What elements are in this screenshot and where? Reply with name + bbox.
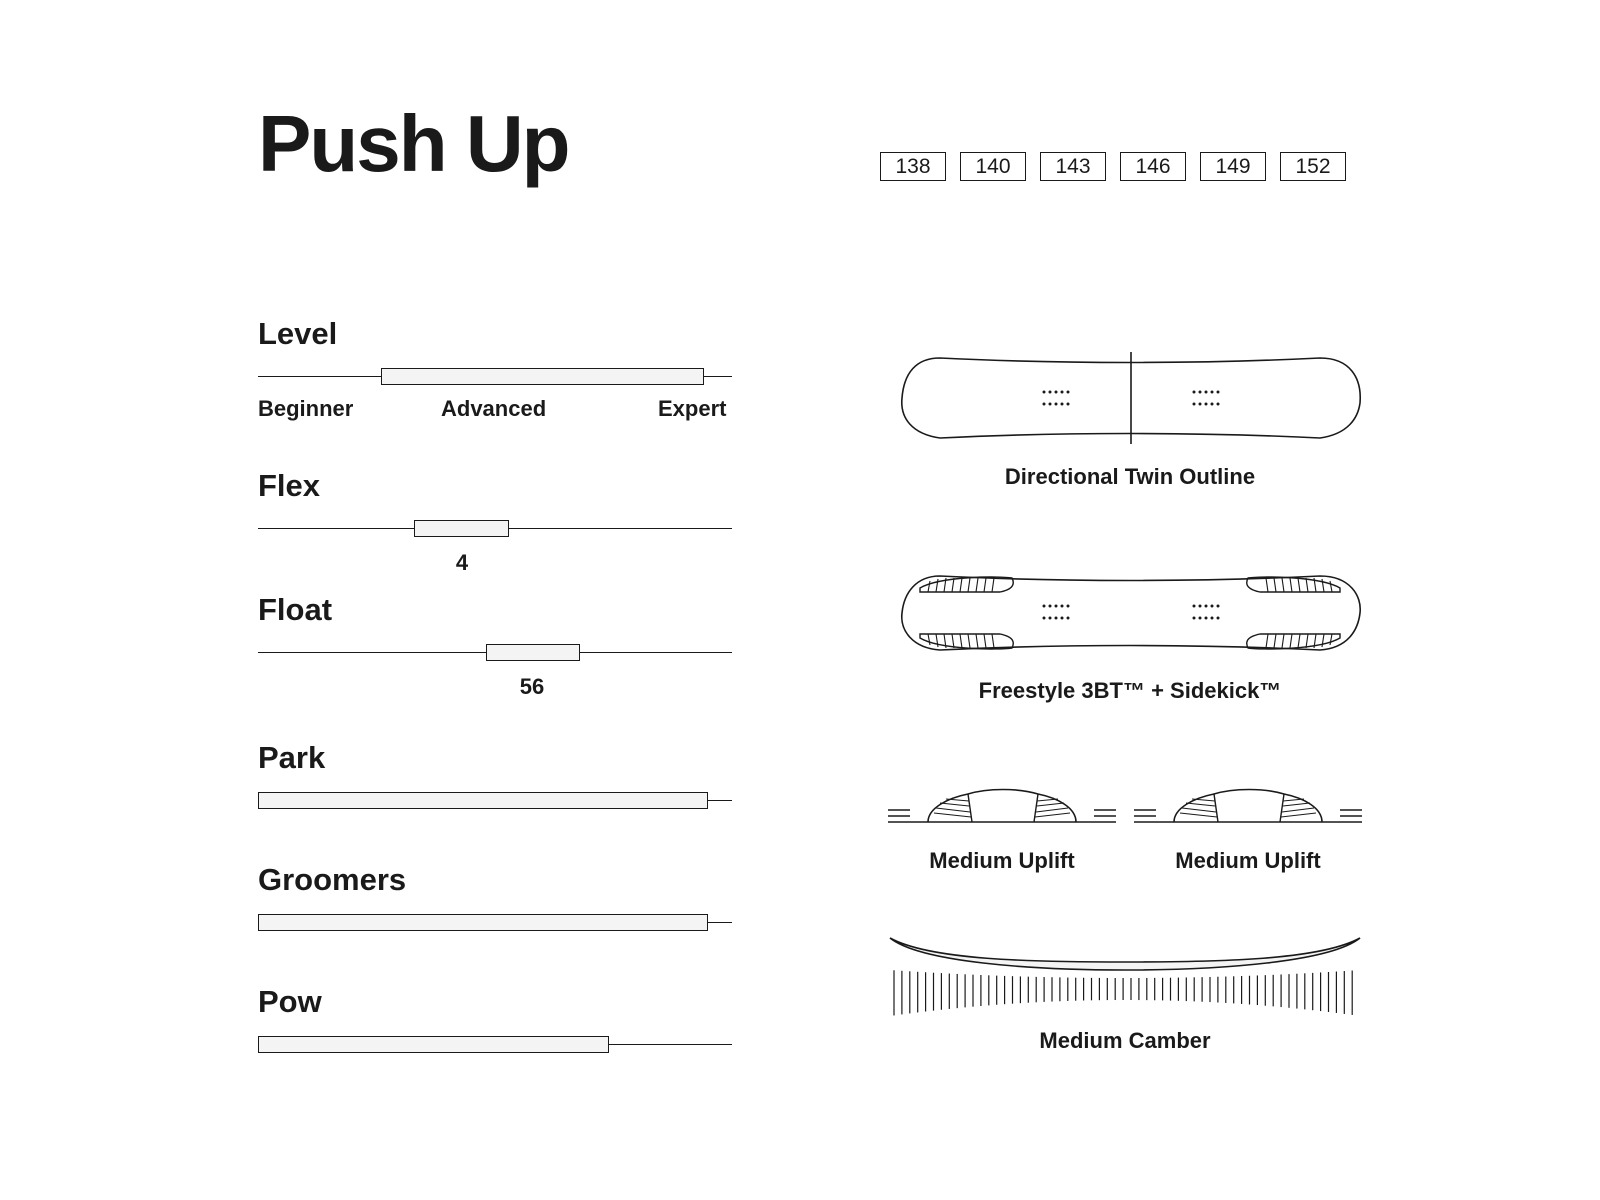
level-scale-beginner: Beginner	[258, 396, 354, 421]
groomers-range-bar	[258, 914, 708, 931]
camber-icon	[890, 938, 1360, 1018]
pow-label: Pow	[258, 984, 322, 1019]
size-option[interactable]: 152	[1280, 152, 1346, 181]
groomers-label: Groomers	[258, 862, 407, 897]
float-label: Float	[258, 592, 333, 627]
size-list	[880, 152, 1346, 181]
board-sidekick-icon	[900, 568, 1360, 658]
uplift-left-caption: Medium Uplift	[929, 848, 1075, 873]
uplift-icon	[888, 786, 1116, 826]
board-outline-icon	[900, 348, 1360, 448]
float-value: 56	[519, 674, 545, 699]
size-option[interactable]: 138	[880, 152, 946, 181]
flex-value: 4	[455, 550, 469, 575]
size-option[interactable]: 143	[1040, 152, 1106, 181]
size-option[interactable]: 149	[1200, 152, 1266, 181]
size-option[interactable]: 146	[1120, 152, 1186, 181]
edge-tech-caption: Freestyle 3BT™ + Sidekick™	[978, 678, 1282, 703]
park-label: Park	[258, 740, 326, 775]
uplift-right-caption: Medium Uplift	[1175, 848, 1321, 873]
camber-caption: Medium Camber	[1039, 1028, 1211, 1053]
size-option[interactable]: 140	[960, 152, 1026, 181]
level-scale-advanced: Advanced	[441, 396, 547, 421]
level-range-bar	[381, 368, 703, 385]
float-range-bar	[486, 644, 581, 661]
level-scale-expert: Expert	[658, 396, 727, 421]
flex-label: Flex	[258, 468, 321, 503]
product-title: Push Up	[258, 99, 569, 188]
park-range-bar	[258, 792, 708, 809]
level-label: Level	[258, 316, 338, 351]
outline-caption: Directional Twin Outline	[1004, 464, 1256, 489]
flex-range-bar	[414, 520, 509, 537]
uplift-icon	[1134, 786, 1362, 826]
pow-range-bar	[258, 1036, 609, 1053]
